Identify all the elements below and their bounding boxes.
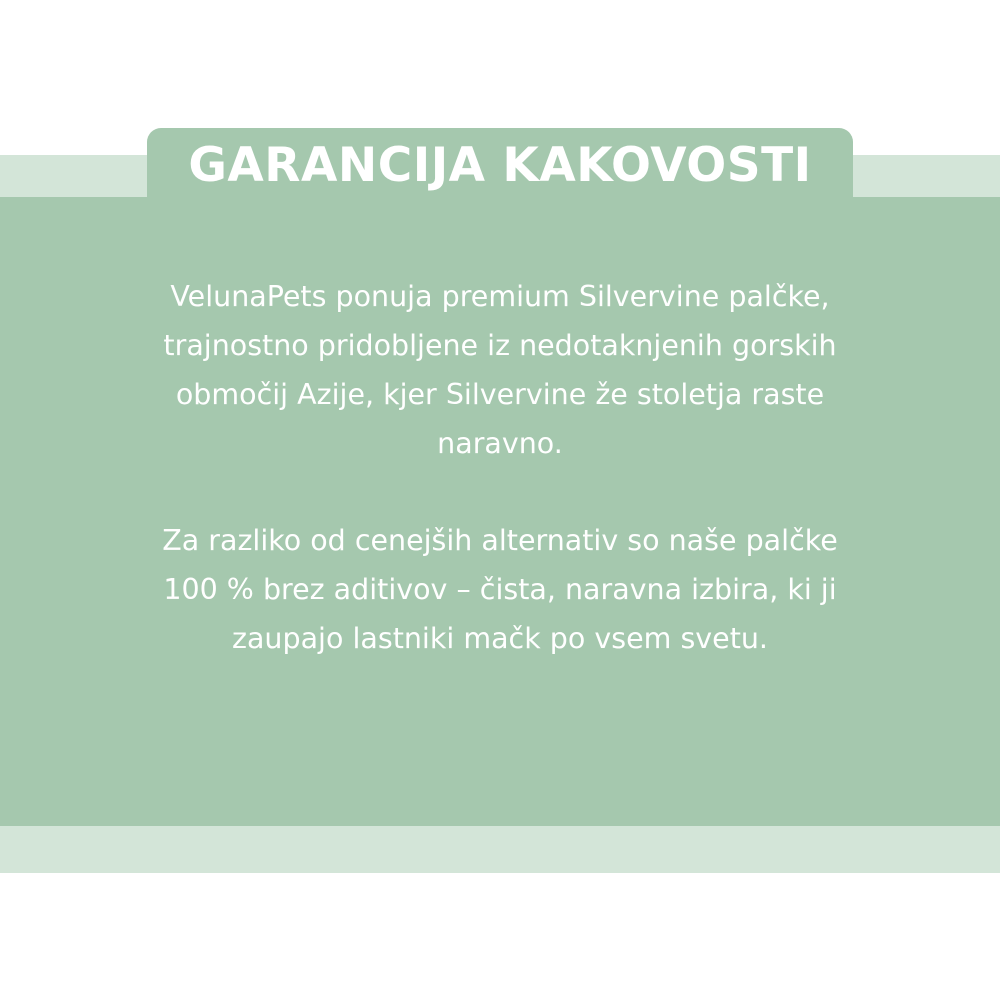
- text-line: VelunaPets ponuja premium Silvervine palčke,: [170, 280, 830, 313]
- text-line: 100 % brez aditivov – čista, naravna izbira, ki ji: [163, 573, 837, 606]
- paragraph-origin: [70, 272, 930, 468]
- page-title: GARANCIJA KAKOVOSTI: [188, 137, 812, 193]
- text-line: Za razliko od cenejših alternativ so naše palčke: [162, 524, 838, 557]
- title-tab: [147, 128, 853, 198]
- text-line: trajnostno pridobljene iz nedotaknjenih gorskih: [163, 329, 837, 362]
- text-line: območij Azije, kjer Silvervine že stoletja raste: [175, 378, 825, 411]
- text-line: zaupajo lastniki mačk po vsem svetu.: [232, 622, 768, 655]
- body-text: [70, 272, 930, 663]
- paragraph-additive-free: [70, 516, 930, 663]
- text-line: naravno.: [437, 427, 563, 460]
